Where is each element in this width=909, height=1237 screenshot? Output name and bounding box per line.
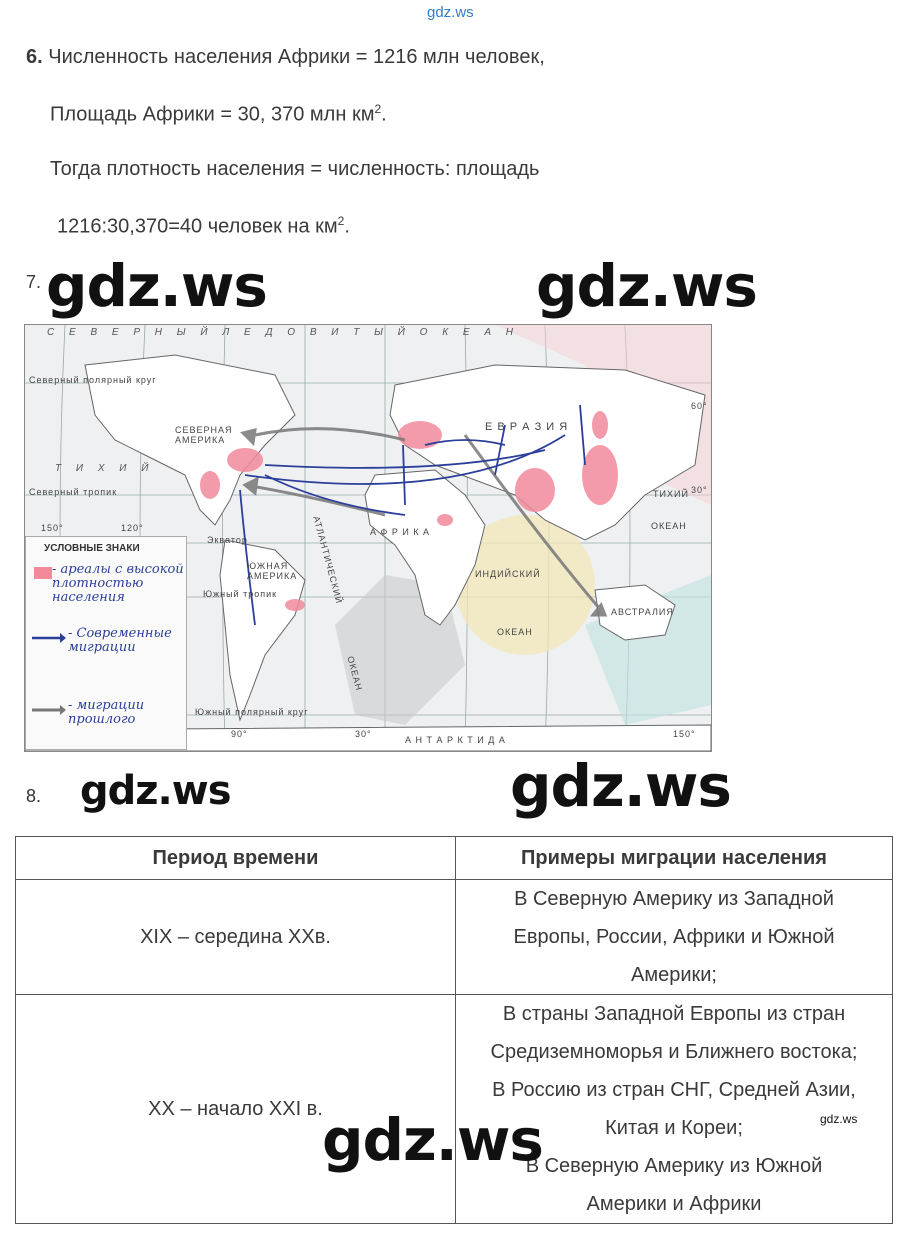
watermark: gdz.ws xyxy=(536,252,757,320)
header-examples: Примеры миграции населения xyxy=(456,837,893,880)
task7-number: 7. xyxy=(26,272,42,292)
area-dot: . xyxy=(381,103,387,126)
past-arrow-europe-america xyxy=(255,429,405,440)
watermark: gdz.ws xyxy=(322,1106,543,1174)
africa-label: А Ф Р И К А xyxy=(370,527,431,537)
legend-past-text: - миграции прошлого xyxy=(68,698,145,727)
deg-label: 60° xyxy=(691,401,708,411)
pacific-right-label: ТИХИЙ xyxy=(653,489,689,499)
header-period: Период времени xyxy=(16,837,456,880)
watermark-tiny: gdz.ws xyxy=(820,1112,858,1126)
deg-label: 150° xyxy=(673,729,696,739)
period-cell: XX – начало XXI в. xyxy=(16,995,456,1224)
example-line: В Северную Америку из Южной xyxy=(525,1155,823,1177)
watermark: gdz.ws xyxy=(510,752,731,820)
legend-title: УСЛОВНЫЕ ЗНАКИ xyxy=(44,543,140,554)
example-line: В Россию из стран СНГ, Средней Азии, xyxy=(492,1079,856,1101)
task6-population-text: Численность населения Африки = 1216 млн человек, xyxy=(48,46,545,68)
task6-line1 xyxy=(26,46,545,69)
legend-modern-arrow-icon xyxy=(30,631,66,645)
period-cell: XIX – середина XXв. xyxy=(16,880,456,995)
watermark: gdz.ws xyxy=(46,252,267,320)
area-sup: 2 xyxy=(374,102,382,116)
example-line: В страны Западной Европы из стран xyxy=(502,1003,846,1025)
eurasia-label: Е В Р А З И Я xyxy=(485,421,569,433)
legend-modern-text: - Современные миграции xyxy=(68,626,172,655)
deg-label: 150° xyxy=(41,523,64,533)
density-dot: . xyxy=(344,215,350,238)
density-text: 1216:30,370=40 человек на км xyxy=(57,215,338,238)
antarctic-circle-label: Южный полярный круг xyxy=(195,707,309,717)
deg-label: 120° xyxy=(121,523,144,533)
legend-past-arrow-icon xyxy=(30,703,66,717)
south-america-label: ЮЖНАЯ АМЕРИКА xyxy=(247,561,298,581)
ocean-top-label: С Е В Е Р Н Ы Й Л Е Д О В И Т Ы Й О К Е А Н xyxy=(47,327,520,338)
tropic-south-label: Южный тропик xyxy=(203,589,278,599)
tropic-north-label: Северный тропик xyxy=(29,487,118,497)
arctic-circle-label: Северный полярный круг xyxy=(29,375,157,385)
atlantic-label-2: ОКЕАН xyxy=(345,655,365,693)
map-legend xyxy=(25,536,187,750)
example-line: Америки и Африки xyxy=(586,1193,762,1215)
density-sup: 2 xyxy=(337,214,345,228)
north-america-label: СЕВЕРНАЯ АМЕРИКА xyxy=(175,425,233,445)
task6-number: 6. xyxy=(26,46,43,68)
examples-cell xyxy=(456,880,893,995)
legend-density-text: - ареалы с высокой плотностью населения xyxy=(52,562,184,605)
australia-label: АВСТРАЛИЯ xyxy=(611,607,674,617)
deg-label: 30° xyxy=(691,485,708,495)
indian-ocean-label: ИНДИЙСКИЙ xyxy=(475,569,541,579)
deg-label: 90° xyxy=(231,729,248,739)
watermark: gdz.ws xyxy=(80,768,231,814)
watermark-top: gdz.ws xyxy=(427,4,474,21)
antarctica-label: А Н Т А Р К Т И Д А xyxy=(405,735,506,745)
area-text: Площадь Африки = 30, 370 млн км xyxy=(50,103,375,126)
task6-line4 xyxy=(57,214,350,239)
example-line: Америки; xyxy=(631,964,717,986)
task6-line2 xyxy=(50,102,387,127)
example-line: Европы, России, Африки и Южной xyxy=(513,926,835,948)
example-line: Китая и Кореи; xyxy=(605,1117,743,1139)
pacific-left-label: Т И Х И Й xyxy=(55,463,155,474)
task6-line3: Тогда плотность населения = численность: площадь xyxy=(50,158,540,180)
indian-ocean-label-2: ОКЕАН xyxy=(497,627,533,637)
atlantic-label: АТЛАНТИЧЕСКИЙ xyxy=(311,515,345,606)
deg-label: 30° xyxy=(355,729,372,739)
pacific-right-label-2: ОКЕАН xyxy=(651,521,687,531)
example-line: Средиземноморья и Ближнего востока; xyxy=(490,1041,858,1063)
example-line: В Северную Америку из Западной xyxy=(514,888,834,910)
table-row xyxy=(16,880,893,995)
equator-label: Экватор xyxy=(207,535,248,545)
past-arrow-africa-america xyxy=(245,485,385,515)
table-header-row xyxy=(16,837,893,880)
task8-number: 8. xyxy=(26,786,42,806)
legend-density-swatch xyxy=(34,567,52,579)
